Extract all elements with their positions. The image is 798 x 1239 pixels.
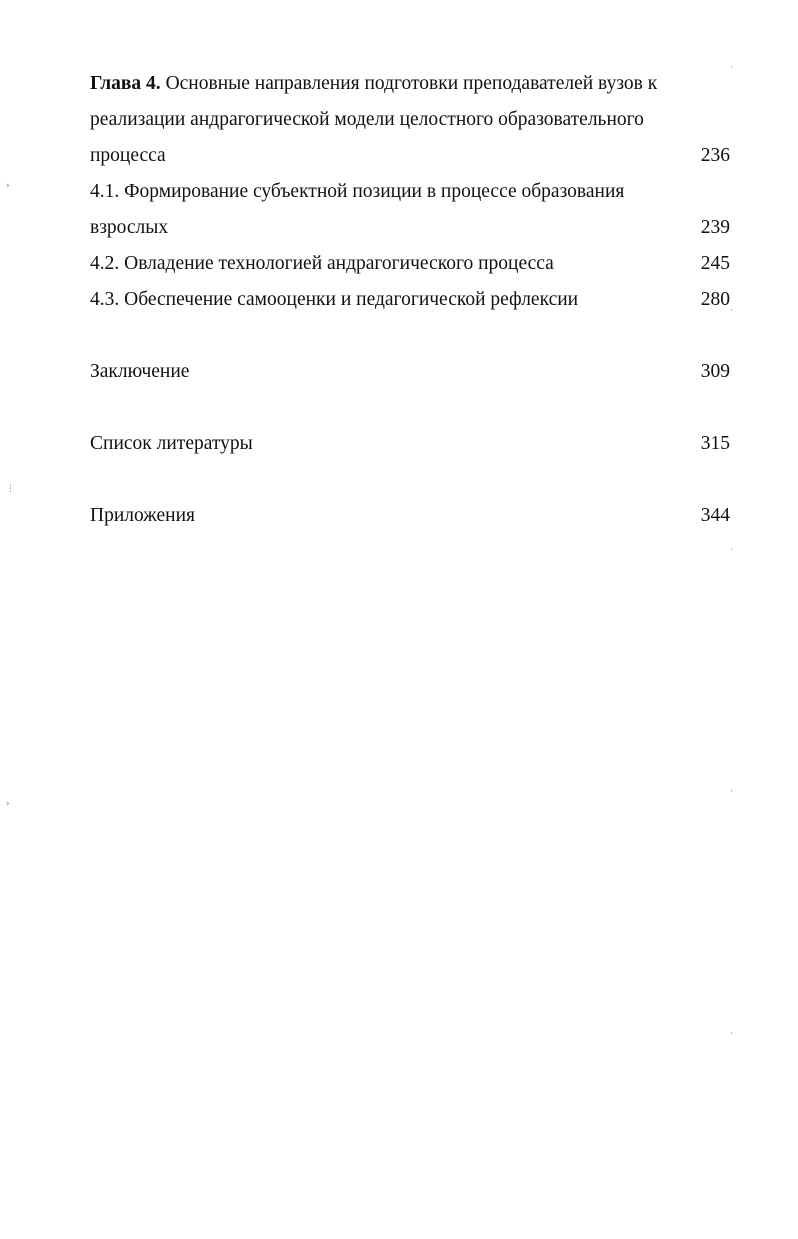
chapter-title-line-3: процесса [90,145,166,166]
page-number: 344 [700,505,730,526]
page-number: 245 [700,253,730,274]
spacer [90,390,730,426]
section-title-line-1: 4.1. Формирование субъектной позиции в процессе образования [90,181,625,202]
toc-entry-references [90,426,730,462]
toc-entry-4-2 [90,246,730,282]
toc-entry-appendices [90,498,730,534]
chapter-label: Глава 4. [90,73,161,94]
toc-entry-conclusion [90,354,730,390]
section-title: Список литературы [90,433,253,454]
scan-speck: › [6,799,10,809]
toc-entry-chapter-4-heading [90,66,657,102]
toc-entry-4-1-line-2 [90,210,730,246]
table-of-contents [90,66,730,534]
scan-speck: · [730,63,733,73]
toc-entry-chapter-4-line-1 [90,66,730,102]
scan-speck: · [730,1029,733,1039]
scan-speck: › [6,181,10,191]
toc-entry-chapter-4-line-2 [90,102,730,138]
section-title: 4.2. Овладение технологией андрагогического процесса [90,253,554,274]
chapter-title-line-1: Основные направления подготовки преподавателей вузов к [165,73,658,94]
section-title: Приложения [90,505,195,526]
chapter-title-line-2: реализации андрагогической модели целостного образовательного [90,109,644,130]
scan-speck: · [730,787,733,797]
section-title-line-2: взрослых [90,217,169,238]
toc-entry-chapter-4-line-3 [90,138,730,174]
page-number: 280 [700,289,730,310]
page-number: 236 [700,145,730,166]
spacer [90,318,730,354]
page-number: 315 [700,433,730,454]
page-number: 309 [700,361,730,382]
spacer [90,462,730,498]
scan-speck: · [730,545,733,555]
section-title: Заключение [90,361,190,382]
toc-entry-4-1-line-1 [90,174,730,210]
scan-speck: · [730,306,733,316]
page-number: 239 [700,217,730,238]
scan-speck: ⋮ [6,484,15,494]
section-title: 4.3. Обеспечение самооценки и педагогической рефлексии [90,289,579,310]
toc-entry-4-3 [90,282,730,318]
